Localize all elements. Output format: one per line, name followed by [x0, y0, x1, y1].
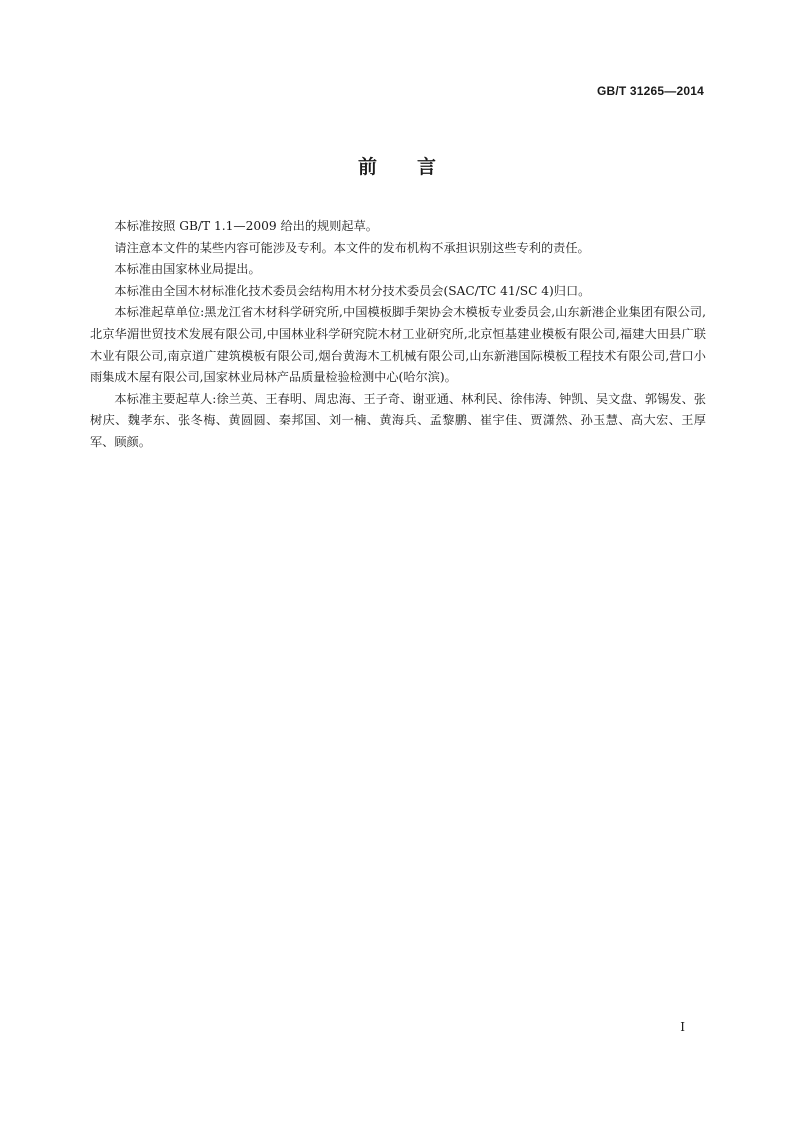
- page-number: I: [680, 1020, 685, 1034]
- paragraph-patent-notice: 请注意本文件的某些内容可能涉及专利。本文件的发布机构不承担识别这些专利的责任。: [114, 240, 590, 255]
- paragraph-drafting-organizations: 本标准起草单位:黑龙江省木材科学研究所,中国模板脚手架协会木模板专业委员会,山东新港企业集团有限公司,北京华湄世贸技术发展有限公司,中国林业科学研究院木材工业研究所,北京恒基建业模板有限公司,福建大田县广联木业有限公司,南京道广建筑模板有限公司,烟台黄海木工机械有限公司,山东新港国际模板工程技术有限公司,营口小雨集成木屋有限公司,国家林业局林产品质量检验检测中心(哈尔滨)。: [90, 305, 706, 385]
- standard-number: GB/T 31265—2014: [596, 84, 704, 98]
- paragraph-drafters: 本标准主要起草人:徐兰英、王春明、周忠海、王子奇、谢亚通、林利民、徐伟涛、钟凯、吴文盘、郭锡发、张树庆、魏孝东、张冬梅、黄圆圆、秦邦国、刘一楠、黄海兵、孟黎鹏、崔宇佳、贾潇然、孙玉慧、高大宏、王厚军、顾颜。: [90, 391, 706, 449]
- foreword-body: [90, 216, 706, 454]
- paragraph-proposed-by: 本标准由国家林业局提出。: [114, 262, 261, 277]
- page-title: 前言: [357, 156, 476, 178]
- paragraph-drafting-rules: 本标准按照 GB/T 1.1—2009 给出的规则起草。: [114, 219, 378, 233]
- paragraph-technical-committee: 本标准由全国木材标准化技术委员会结构用木材分技术委员会(SAC/TC 41/SC 4)归口。: [114, 283, 591, 298]
